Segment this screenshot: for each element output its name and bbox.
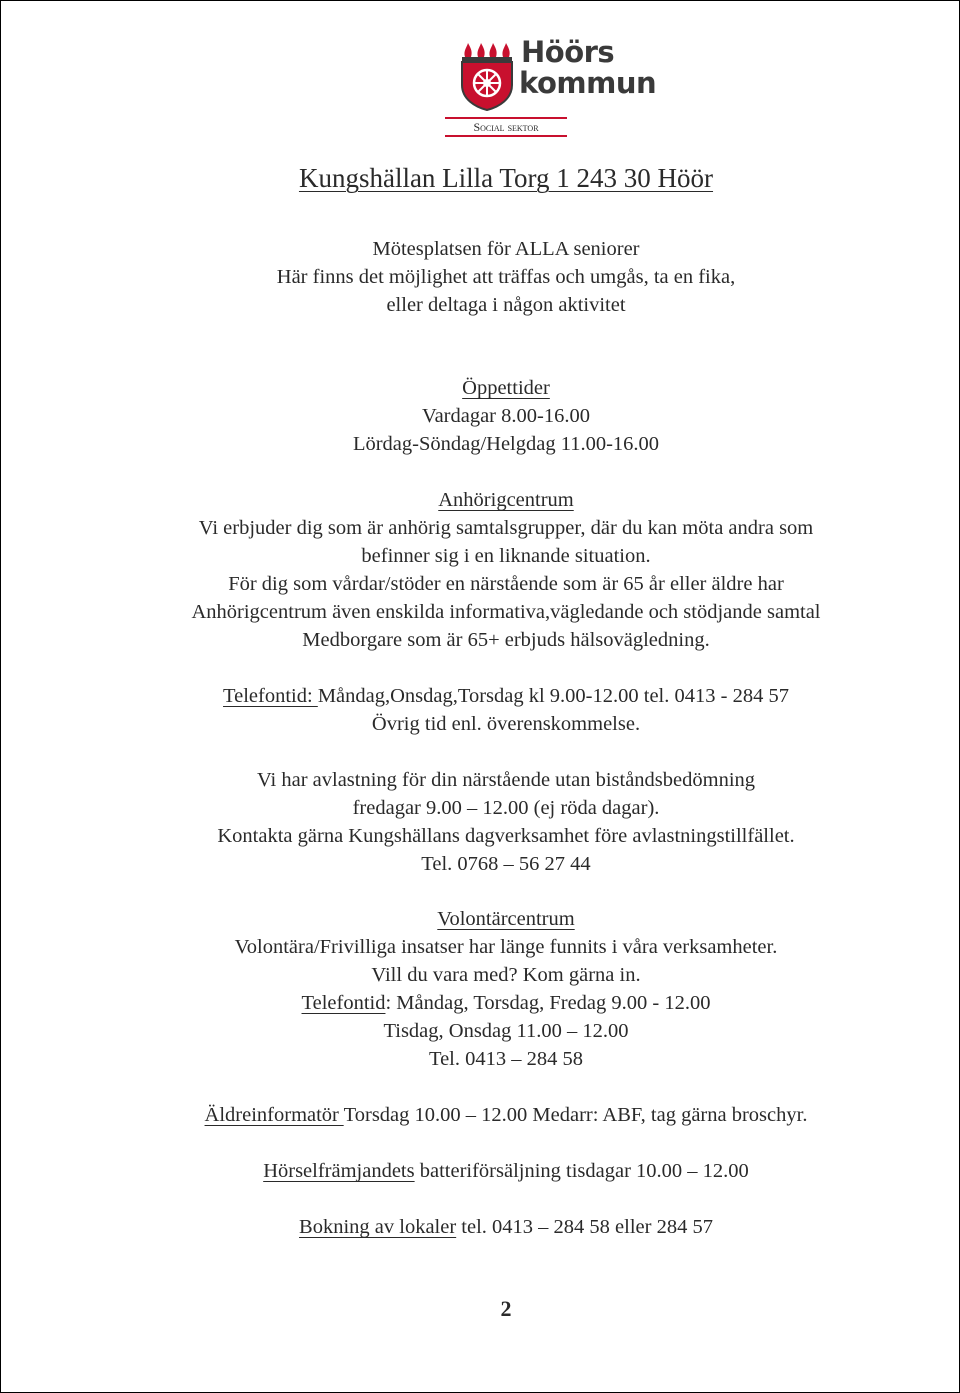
anhorig-phone-other: Övrig tid enl. överenskommelse. (371, 713, 641, 735)
avlastning-line-2: fredagar 9.00 – 12.00 (ej röda dagar). (352, 797, 660, 819)
volontar-line-1: Volontära/Frivilliga insatser har länge funnits i våra verksamheter. (234, 936, 778, 958)
logo-name-line1: Höörs (521, 35, 615, 69)
volontar-heading: Volontärcentrum (437, 908, 575, 930)
anhorig-phone-label: Telefontid: (223, 685, 318, 707)
horsel-line (1, 1157, 960, 1185)
volontar-phone-line-2: Tisdag, Onsdag 11.00 – 12.00 (383, 1020, 629, 1042)
volontar-line-2: Vill du vara med? Kom gärna in. (371, 964, 641, 986)
volontar-phone (1, 989, 960, 1017)
anhorig-heading: Anhörigcentrum (438, 489, 574, 511)
anhorig-phone (1, 682, 960, 710)
aldreinformator-line (1, 1101, 960, 1129)
anhorig-line-5: Medborgare som är 65+ erbjuds hälsovägledning. (302, 629, 710, 651)
anhorig-line-1: Vi erbjuder dig som är anhörig samtalsgrupper, där du kan möta andra som (198, 517, 814, 539)
horsel-text: batteriförsäljning tisdagar 10.00 – 12.00 (414, 1160, 749, 1182)
volontar-phone-line-3: Tel. 0413 – 284 58 (428, 1048, 583, 1070)
opening-weekend: Lördag-Söndag/Helgdag 11.00-16.00 (352, 433, 660, 455)
anhorig-line-3: För dig som vårdar/stöder en närstående som är 65 år eller äldre har (228, 573, 784, 595)
volontar-phone-label: Telefontid (301, 992, 386, 1014)
aldreinformator-text: Torsdag 10.00 – 12.00 Medarr: ABF, tag gärna broschyr. (343, 1104, 808, 1126)
anhorig-line-4: Anhörigcentrum även enskilda informativa,vägledande och stödjande samtal (191, 601, 821, 623)
avlastning-phone: Tel. 0768 – 56 27 44 (421, 853, 591, 875)
anhorig-phone-text: Måndag,Onsdag,Torsdag kl 9.00-12.00 tel. 0413 - 284 57 (317, 685, 789, 707)
logo-sector-label: Social sektor (445, 117, 567, 137)
page-number: 2 (500, 1296, 512, 1321)
opening-weekdays: Vardagar 8.00-16.00 (422, 405, 590, 427)
document-content (1, 1, 959, 1392)
intro-line-2: Här finns det möjlighet att träffas och umgås, ta en fika, (276, 266, 736, 288)
intro-line-3: eller deltaga i någon aktivitet (386, 294, 626, 316)
aldreinformator-label: Äldreinformatör (204, 1104, 344, 1126)
avlastning-line-1: Vi har avlastning för din närstående utan biståndsbedömning (256, 769, 756, 791)
bokning-text: tel. 0413 – 284 58 eller 284 57 (456, 1216, 713, 1238)
anhorig-line-2: befinner sig i en liknande situation. (361, 545, 651, 567)
horsel-label: Hörselfrämjandets (263, 1160, 415, 1182)
volontar-phone-text: : Måndag, Torsdag, Fredag 9.00 - 12.00 (385, 992, 711, 1014)
opening-heading: Öppettider (462, 377, 550, 399)
page-title: Kungshällan Lilla Torg 1 243 30 Höör (298, 163, 714, 193)
intro-line-1: Mötesplatsen för ALLA seniorer (372, 238, 640, 260)
logo-name-line2: kommun (519, 66, 657, 100)
bokning-line (1, 1213, 960, 1241)
avlastning-line-3: Kontakta gärna Kungshällans dagverksamhet före avlastningstillfället. (217, 825, 795, 847)
bokning-label: Bokning av lokaler (299, 1216, 457, 1238)
